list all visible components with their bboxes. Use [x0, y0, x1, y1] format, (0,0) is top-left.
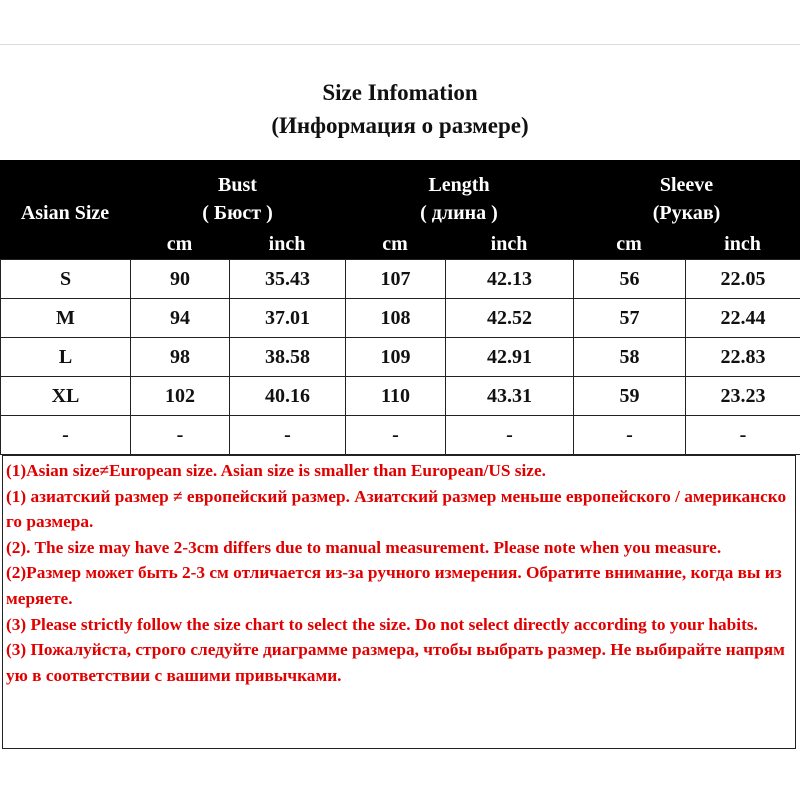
bust-cm: 94 [131, 299, 230, 338]
note-2-en: (2). The size may have 2-3cm differs due to manual measurement. Please note when you measure. [6, 537, 722, 557]
size-label: - [1, 416, 131, 455]
bust-inch: 37.01 [230, 299, 346, 338]
size-notes [2, 455, 796, 749]
header-asian-size: Asian Size [20, 202, 110, 224]
note-1-ru: (1) азиатский размер ≠ европейский размер. Азиатский размер меньше европейского / американского размера. [6, 486, 787, 532]
length-cm: - [346, 416, 446, 455]
length-inch: - [446, 416, 574, 455]
bust-cm: 90 [131, 260, 230, 299]
bust-inch: - [230, 416, 346, 455]
size-label: XL [1, 377, 131, 416]
bust-inch: 40.16 [230, 377, 346, 416]
sleeve-cm: 59 [574, 377, 686, 416]
top-divider [0, 44, 800, 45]
bust-cm: 102 [131, 377, 230, 416]
header-sleeve-ru: (Рукав) [652, 202, 721, 224]
sleeve-cm: 56 [574, 260, 686, 299]
table-row [1, 416, 800, 455]
note-1-en: (1)Asian size≠European size. Asian size is smaller than European/US size. [6, 461, 546, 480]
length-cm: 110 [346, 377, 446, 416]
note-2-ru: (2)Размер может быть 2-3 см отличается из-за ручного измерения. Обратите внимание, когда вы измеряете. [6, 563, 782, 608]
header-sleeve: Sleeve [659, 174, 714, 196]
sleeve-inch: 22.83 [686, 338, 800, 377]
header-length: Length [428, 174, 490, 196]
table-row [1, 377, 800, 416]
header-length-ru: ( длина ) [420, 202, 498, 224]
header-bust-ru: ( Бюст ) [202, 202, 273, 224]
header-bust-inch: inch [268, 233, 306, 255]
bust-inch: 35.43 [230, 260, 346, 299]
note-3-en: (3) Please strictly follow the size chart to select the size. Do not select directly according to your habits. [6, 614, 758, 634]
page-title: Size Infomation [322, 80, 478, 105]
size-table [0, 259, 800, 455]
sleeve-inch: 23.23 [686, 377, 800, 416]
sleeve-inch: - [686, 416, 800, 455]
header-length-cm: cm [382, 233, 408, 255]
length-cm: 107 [346, 260, 446, 299]
sleeve-inch: 22.44 [686, 299, 800, 338]
length-inch: 42.52 [446, 299, 574, 338]
header-bust-cm: cm [166, 233, 193, 255]
header-bust: Bust [218, 174, 257, 196]
bust-cm: 98 [131, 338, 230, 377]
bust-cm: - [131, 416, 230, 455]
sleeve-cm: 58 [574, 338, 686, 377]
note-3-ru: (3) Пожалуйста, строго следуйте диаграмме размера, чтобы выбрать размер. Не выбирайте напрямую в соответствии с вашими привычками. [6, 640, 785, 685]
header-length-inch: inch [490, 233, 528, 255]
header-sleeve-inch: inch [724, 233, 761, 255]
header-sleeve-cm: cm [616, 233, 642, 255]
table-header [0, 160, 800, 260]
length-inch: 42.91 [446, 338, 574, 377]
length-inch: 43.31 [446, 377, 574, 416]
page-subtitle: (Информация о размере) [271, 113, 529, 138]
size-label: S [1, 260, 131, 299]
length-inch: 42.13 [446, 260, 574, 299]
size-label: L [1, 338, 131, 377]
table-row [1, 338, 800, 377]
bust-inch: 38.58 [230, 338, 346, 377]
sleeve-cm: - [574, 416, 686, 455]
table-row [1, 299, 800, 338]
table-row [1, 260, 800, 299]
sleeve-inch: 22.05 [686, 260, 800, 299]
sleeve-cm: 57 [574, 299, 686, 338]
size-label: M [1, 299, 131, 338]
length-cm: 109 [346, 338, 446, 377]
length-cm: 108 [346, 299, 446, 338]
